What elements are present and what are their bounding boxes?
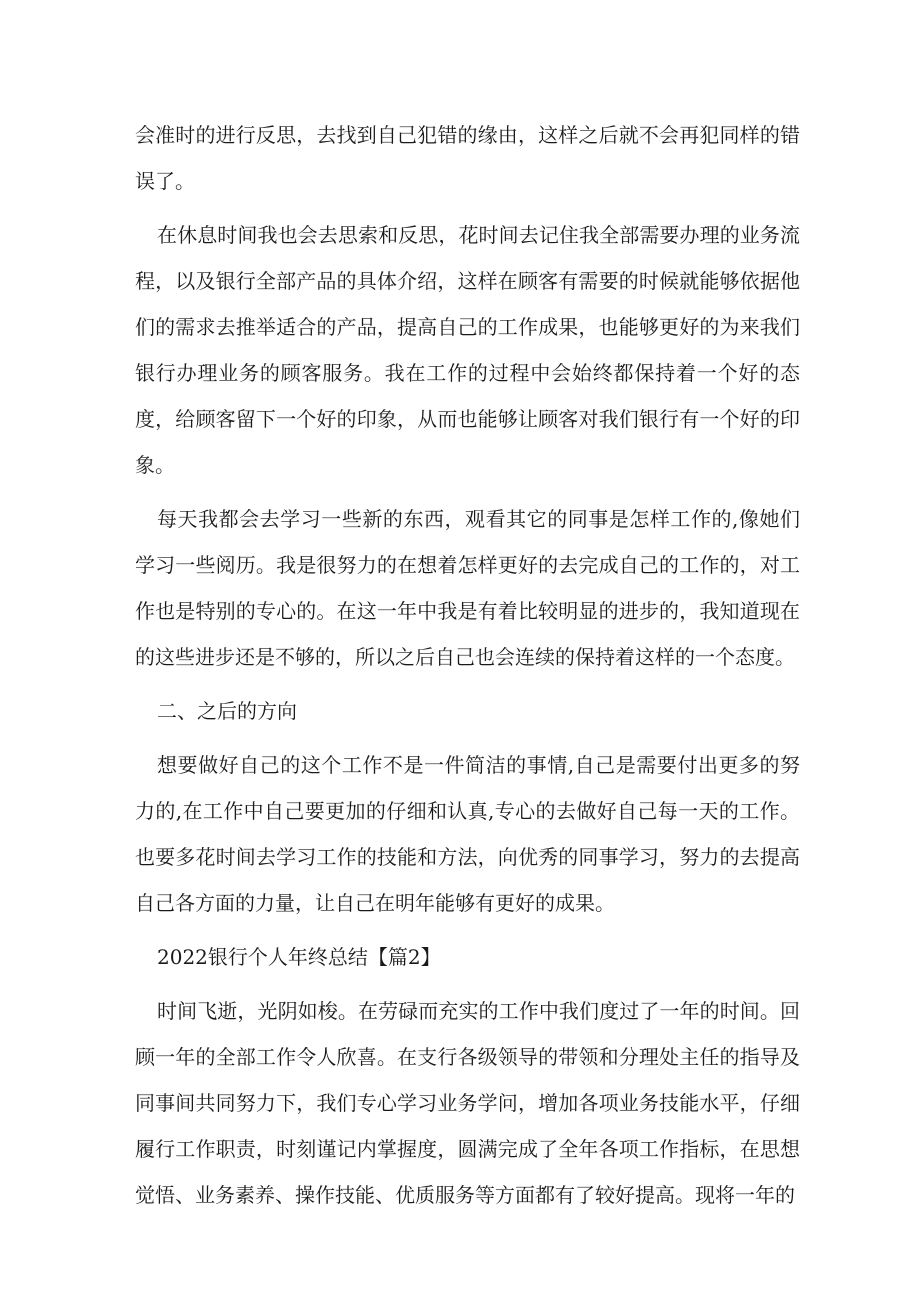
paragraph-future-direction: 想要做好自己的这个工作不是一件简洁的事情,自己是需要付出更多的努力的,在工作中自己要更加的仔细和认真,专心的去做好自己每一天的工作。也要多花时间去学习工作的技能和方法，向优秀的同事学习，努力的去提高自己各方面的力量，让自己在明年能够有更好的成果。 — [135, 753, 800, 915]
paragraph-continuation: 会准时的进行反思，去找到自己犯错的缘由，这样之后就不会再犯同样的错误了。 — [135, 123, 800, 193]
paragraph-year-review: 时间飞逝，光阴如梭。在劳碌而充实的工作中我们度过了一年的时间。回顾一年的全部工作令人欣喜。在支行各级领导的带领和分理处主任的指导及同事间共同努力下，我们专心学习业务学问，增加各项业务技能水平，仔细履行工作职责，时刻谨记内掌握度，圆满完成了全年各项工作指标，在思想觉悟、业务素养、操作技能、优质服务等方面都有了较好提高。现将一年的 — [135, 999, 800, 1207]
document-body — [135, 112, 800, 1218]
section-heading-future-direction: 二、之后的方向 — [157, 699, 297, 723]
paragraph-daily-learning: 每天我都会去学习一些新的东西，观看其它的同事是怎样工作的,像她们学习一些阅历。我是很努力的在想着怎样更好的去完成自己的工作的，对工作也是特别的专心的。在这一年中我是有着比较明显的进步的，我知道现在的这些进步还是不够的，所以之后自己也会连续的保持着这样的一个态度。 — [135, 507, 800, 669]
paragraph-rest-time-reflection: 在休息时间我也会去思索和反思，花时间去记住我全部需要办理的业务流程，以及银行全部产品的具体介绍，这样在顾客有需要的时候就能够依据他们的需求去推举适合的产品，提高自己的工作成果，也能够更好的为来我们银行办理业务的顾客服务。我在工作的过程中会始终都保持着一个好的态度，给顾客留下一个好的印象，从而也能够让顾客对我们银行有一个好的印象。 — [135, 223, 800, 477]
section-heading-part-2: 2022银行个人年终总结【篇2】 — [157, 945, 441, 969]
